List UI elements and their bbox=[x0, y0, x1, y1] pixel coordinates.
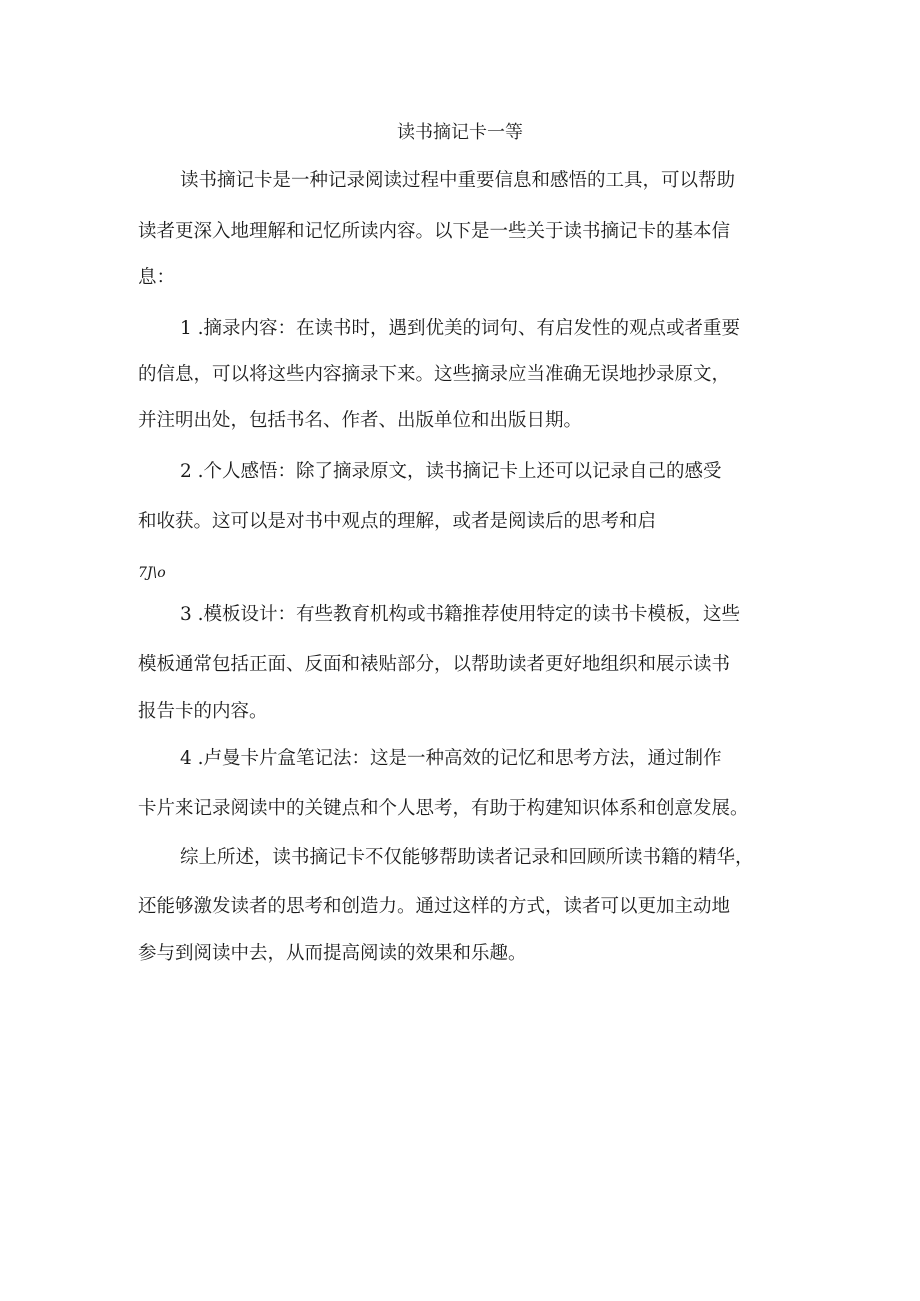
conclusion-line-2: 还能够激发读者的思考和创造力。通过这样的方式，读者可以更加主动地 bbox=[138, 896, 731, 917]
document-title: 读书摘记卡一等 bbox=[397, 122, 523, 143]
conclusion-line-3: 参与到阅读中去，从而提高阅读的效果和乐趣。 bbox=[138, 943, 527, 964]
item4-line-2: 卡片来记录阅读中的关键点和个人思考，有助于构建知识体系和创意发展。 bbox=[138, 798, 749, 819]
item1-line-2: 的信息，可以将这些内容摘录下来。这些摘录应当准确无误地抄录原文， bbox=[138, 364, 731, 385]
intro-line-3: 息： bbox=[138, 267, 176, 288]
item3-line-1: 3 .模板设计：有些教育机构或书籍推荐使用特定的读书卡模板，这些 bbox=[180, 604, 741, 625]
item4-line-1: 4 .卢曼卡片盒笔记法：这是一种高效的记忆和思考方法，通过制作 bbox=[180, 748, 722, 769]
intro-line-1: 读书摘记卡是一种记录阅读过程中重要信息和感悟的工具，可以帮助 bbox=[180, 170, 736, 191]
item1-line-1: 1 .摘录内容：在读书时，遇到优美的词句、有启发性的观点或者重要 bbox=[180, 318, 741, 339]
intro-line-2: 读者更深入地理解和记忆所读内容。以下是一些关于读书摘记卡的基本信 bbox=[138, 221, 731, 242]
conclusion-line-1: 综上所述，读书摘记卡不仅能够帮助读者记录和回顾所读书籍的精华， bbox=[180, 847, 754, 868]
ocr-artifact-text: 7J\o bbox=[138, 565, 166, 581]
item3-line-2: 模板通常包括正面、反面和裱贴部分，以帮助读者更好地组织和展示读书 bbox=[138, 654, 731, 675]
item2-line-1: 2 .个人感悟：除了摘录原文，读书摘记卡上还可以记录自己的感受 bbox=[180, 461, 722, 482]
item2-line-2: 和收获。这可以是对书中观点的理解，或者是阅读后的思考和启 bbox=[138, 511, 657, 532]
item3-line-3: 报告卡的内容。 bbox=[138, 701, 268, 722]
item1-line-3: 并注明出处，包括书名、作者、出版单位和出版日期。 bbox=[138, 410, 583, 431]
